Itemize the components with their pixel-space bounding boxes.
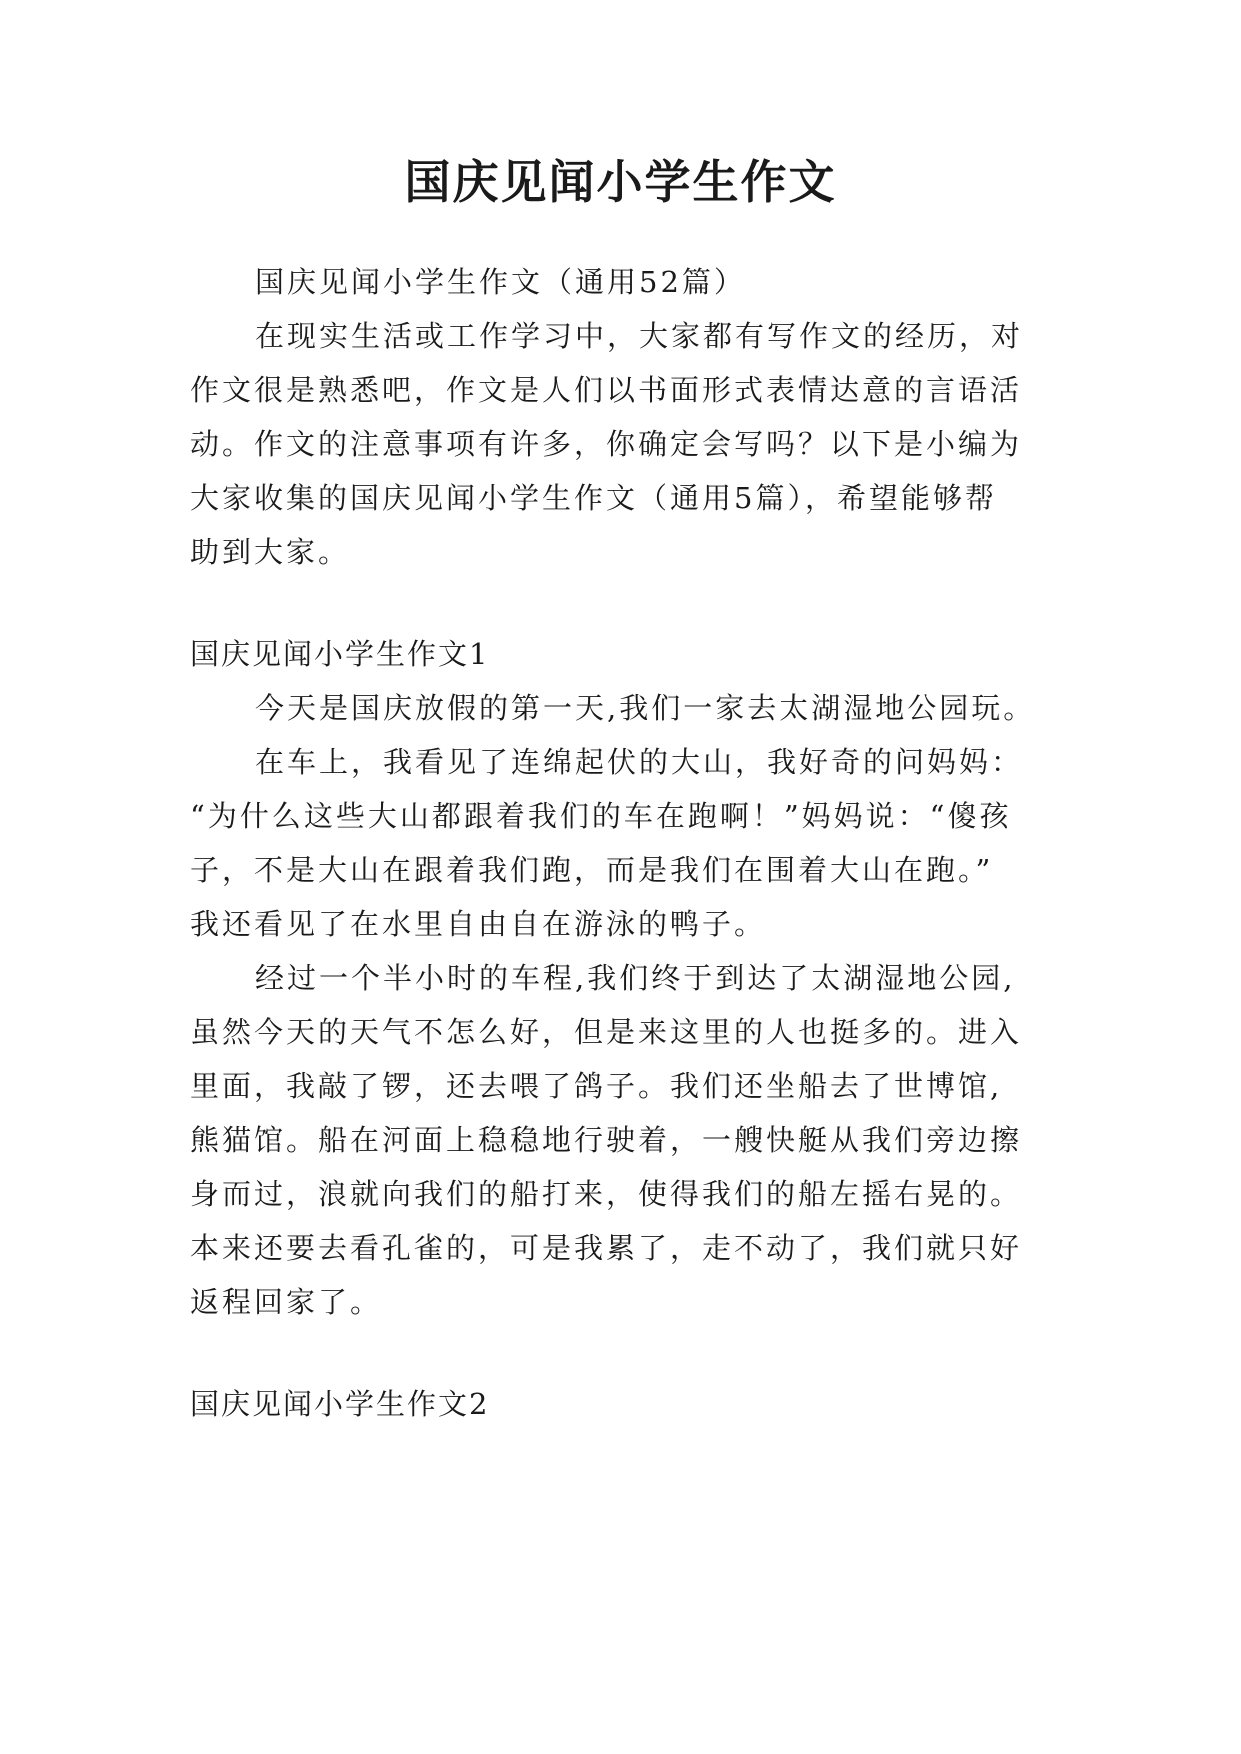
essay-heading: 国庆见闻小学生作文2 <box>190 1387 490 1421</box>
intro-paragraph-line: 作文很是熟悉吧，作文是人们以书面形式表情达意的言语活 <box>190 373 1023 407</box>
essay-paragraph-line: 子，不是大山在跟着我们跑，而是我们在围着大山在跑。” <box>190 853 994 887</box>
essay-paragraph-line: 熊猫馆。船在河面上稳稳地行驶着，一艘快艇从我们旁边擦 <box>190 1123 1023 1157</box>
essay-heading: 国庆见闻小学生作文1 <box>190 637 490 671</box>
intro-paragraph-line: 在现实生活或工作学习中，大家都有写作文的经历，对 <box>255 319 1024 353</box>
essay-paragraph-line: 虽然今天的天气不怎么好，但是来这里的人也挺多的。进入 <box>190 1015 1023 1049</box>
essay-paragraph-line: 经过一个半小时的车程,我们终于到达了太湖湿地公园, <box>255 961 1016 995</box>
intro-subtitle: 国庆见闻小学生作文（通用52篇） <box>255 265 746 299</box>
intro-paragraph-line: 动。作文的注意事项有许多，你确定会写吗？以下是小编为 <box>190 427 1023 461</box>
essay-paragraph-line: 返程回家了。 <box>190 1285 383 1319</box>
essay-paragraph-line: “为什么这些大山都跟着我们的车在跑啊！”妈妈说：“傻孩 <box>190 799 1012 833</box>
essay-paragraph-line: 我还看见了在水里自由自在游泳的鸭子。 <box>190 907 767 941</box>
intro-paragraph-line: 大家收集的国庆见闻小学生作文（通用5篇），希望能够帮 <box>190 481 997 515</box>
intro-paragraph-line: 助到大家。 <box>190 535 351 569</box>
essay-paragraph-line: 里面，我敲了锣，还去喂了鸽子。我们还坐船去了世博馆, <box>190 1069 1003 1103</box>
essay-paragraph-line: 本来还要去看孔雀的，可是我累了，走不动了，我们就只好 <box>190 1231 1023 1265</box>
essay-paragraph-line: 在车上，我看见了连绵起伏的大山，我好奇的问妈妈： <box>255 745 1024 779</box>
essay-paragraph-line: 身而过，浪就向我们的船打来，使得我们的船左摇右晃的。 <box>190 1177 1023 1211</box>
essay-paragraph-line: 今天是国庆放假的第一天,我们一家去太湖湿地公园玩。 <box>255 691 1036 725</box>
document-title: 国庆见闻小学生作文 <box>404 155 837 209</box>
